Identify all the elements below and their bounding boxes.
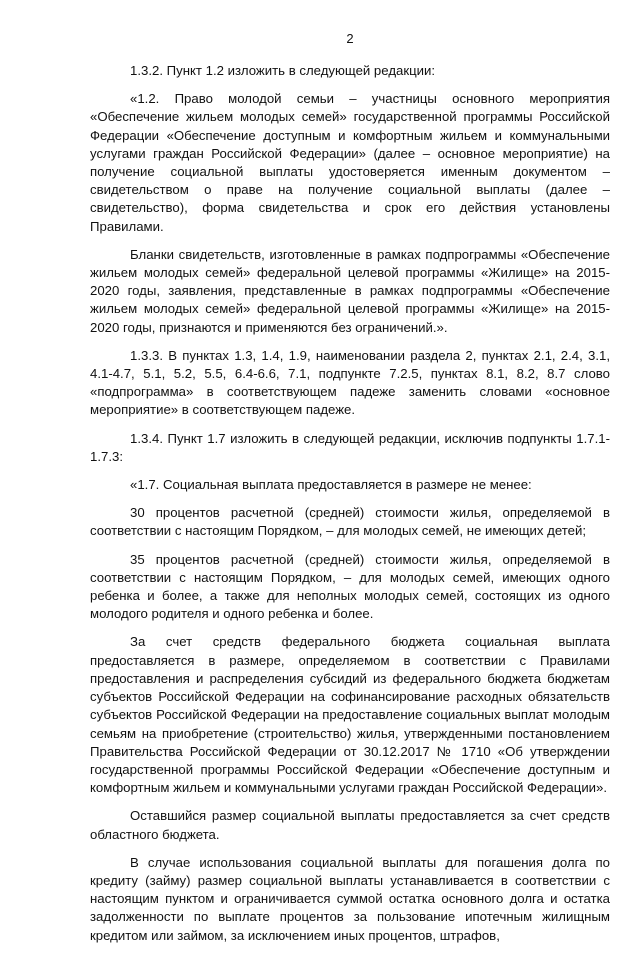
document-page xyxy=(90,0,610,943)
paragraph-1-7: «1.7. Социальная выплата предоставляется в размере не менее: xyxy=(130,477,532,493)
page-number: 2 xyxy=(346,31,354,46)
paragraph-blanks: Бланки свидетельств, изготовленные в рамках подпрограммы «Обеспечение жильем молодых семей» федеральной целевой программы «Жилище» на 2015-2020 годы, заявления, представленные в рамках подпрограммы «Обеспечение жильем молодых семей» федеральной целевой программы «Жилище» на 2015-2020 годы, признаются и применяются без ограничений.». xyxy=(90,246,610,335)
paragraph-1-3-2: 1.3.2. Пункт 1.2 изложить в следующей редакции: xyxy=(130,63,436,78)
document-body xyxy=(90,62,610,955)
paragraph-regional-budget: Оставшийся размер социальной выплаты предоставляется за счет средств областного бюджета. xyxy=(90,808,610,842)
paragraph-federal-budget: За счет средств федерального бюджета социальная выплата предоставляется в размере, определяемом в соответствии с Правилами предоставления и распределения субсидий из федерального бюджета бюджетам субъектов Российской Федерации на софинансирование расходных обязательств субъектов Российской Федерации на предоставление социальных выплат молодым семьям на приобретение (строительство) жилья, утвержденными постановлением Правительства Российской Федерации от 30.12.2017 № 1710 «Об утверждении государственной программы Российской Федерации «Обеспечение доступным и комфортным жильем и коммунальными услугами граждан Российской Федерации». xyxy=(90,634,610,796)
paragraph-1-3-3: 1.3.3. В пунктах 1.3, 1.4, 1.9, наименовании раздела 2, пунктах 2.1, 2.4, 3.1, 4.1-4.7, 5.1, 5.2, 5.5, 6.4-6.6, 7.1, подпункте 7.2.5, пунктах 8.1, 8.2, 8.7 слово «подпрограмма» в соответствующем падеже заменить словами «основное мероприятие» в соответствующем падеже. xyxy=(90,347,610,418)
paragraph-1-2: «1.2. Право молодой семьи – участницы основного мероприятия «Обеспечение жильем молодых семей» государственной программы Российской Федерации «Обеспечение доступным и комфортным жильем и коммунальными услугами граждан Российской Федерации» (далее – основное мероприятие) на получение социальной выплаты удостоверяется именным документом – свидетельством о праве на получение социальной выплаты (далее – свидетельство), форма свидетельства и срок его действия установлены Правилами. xyxy=(90,91,610,234)
paragraph-35-percent: 35 процентов расчетной (средней) стоимости жилья, определяемой в соответствии с настоящим Порядком, – для молодых семей, имеющих одного ребенка и более, а также для неполных молодых семей, состоящих из одного молодого родителя и одного ребенка и более. xyxy=(90,551,610,622)
paragraph-loan-repayment: В случае использования социальной выплаты для погашения долга по кредиту (займу) размер социальной выплаты устанавливается в соответствии с настоящим пунктом и ограничивается суммой остатка основного долга и остатка задолженности по выплате процентов за пользование ипотечным жилищным кредитом или займом, за исключением иных процентов, штрафов, xyxy=(90,854,610,943)
paragraph-1-3-4: 1.3.4. Пункт 1.7 изложить в следующей редакции, исключив подпункты 1.7.1-1.7.3: xyxy=(90,430,610,464)
paragraph-30-percent: 30 процентов расчетной (средней) стоимости жилья, определяемой в соответствии с настоящим Порядком, – для молодых семей, не имеющих детей; xyxy=(90,505,610,539)
